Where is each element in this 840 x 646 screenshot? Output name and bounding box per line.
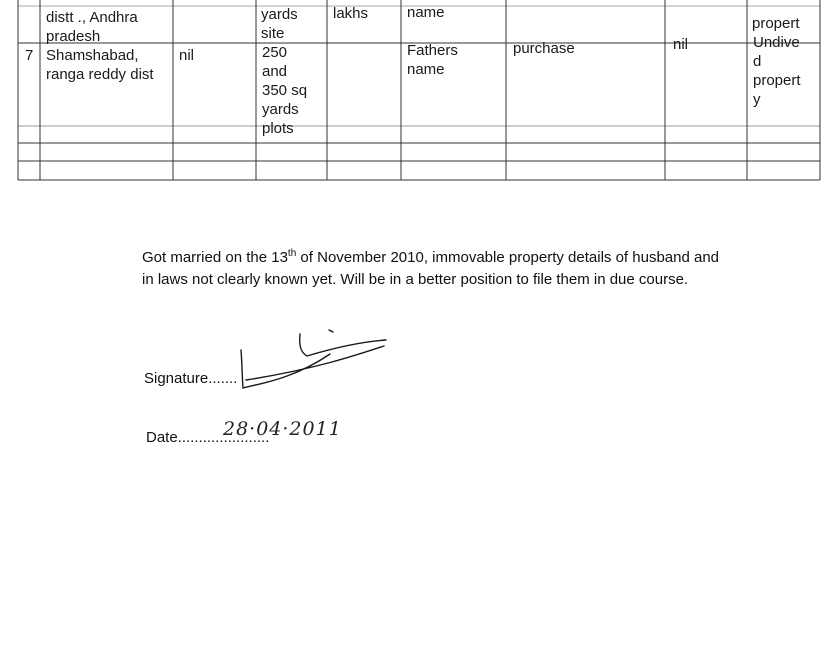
row2-location: Shamshabad, ranga reddy dist: [46, 47, 154, 83]
row1-status: propert: [752, 15, 800, 32]
date-value: 28·04·2011: [223, 418, 342, 440]
row2-mode: purchase: [513, 40, 575, 57]
row2-area: 250 and 350 sq yards plots: [262, 44, 308, 137]
row2-status: Undive d propert y: [753, 34, 801, 108]
note-line-1: Got married on the 13th of November 2010, immovable property details of husband and: [142, 248, 720, 266]
row2-col3: nil: [179, 47, 195, 64]
row2-col8: nil: [673, 36, 689, 53]
signature-label: Signature.......: [144, 370, 238, 387]
row1-area: yards site: [261, 6, 298, 42]
handwritten-signature: [232, 322, 402, 417]
date-label: Date......................: [146, 429, 270, 446]
row2-number: 7: [25, 47, 34, 64]
row1-value: lakhs: [333, 5, 369, 22]
row1-name: name: [407, 4, 445, 21]
row2-name: Fathers name: [407, 42, 458, 78]
row1-location: distt ., Andhra pradesh: [46, 9, 138, 45]
note-line-2: in laws not clearly known yet. Will be in a better position to file them in due course.: [142, 271, 689, 288]
marriage-note: [142, 243, 782, 291]
